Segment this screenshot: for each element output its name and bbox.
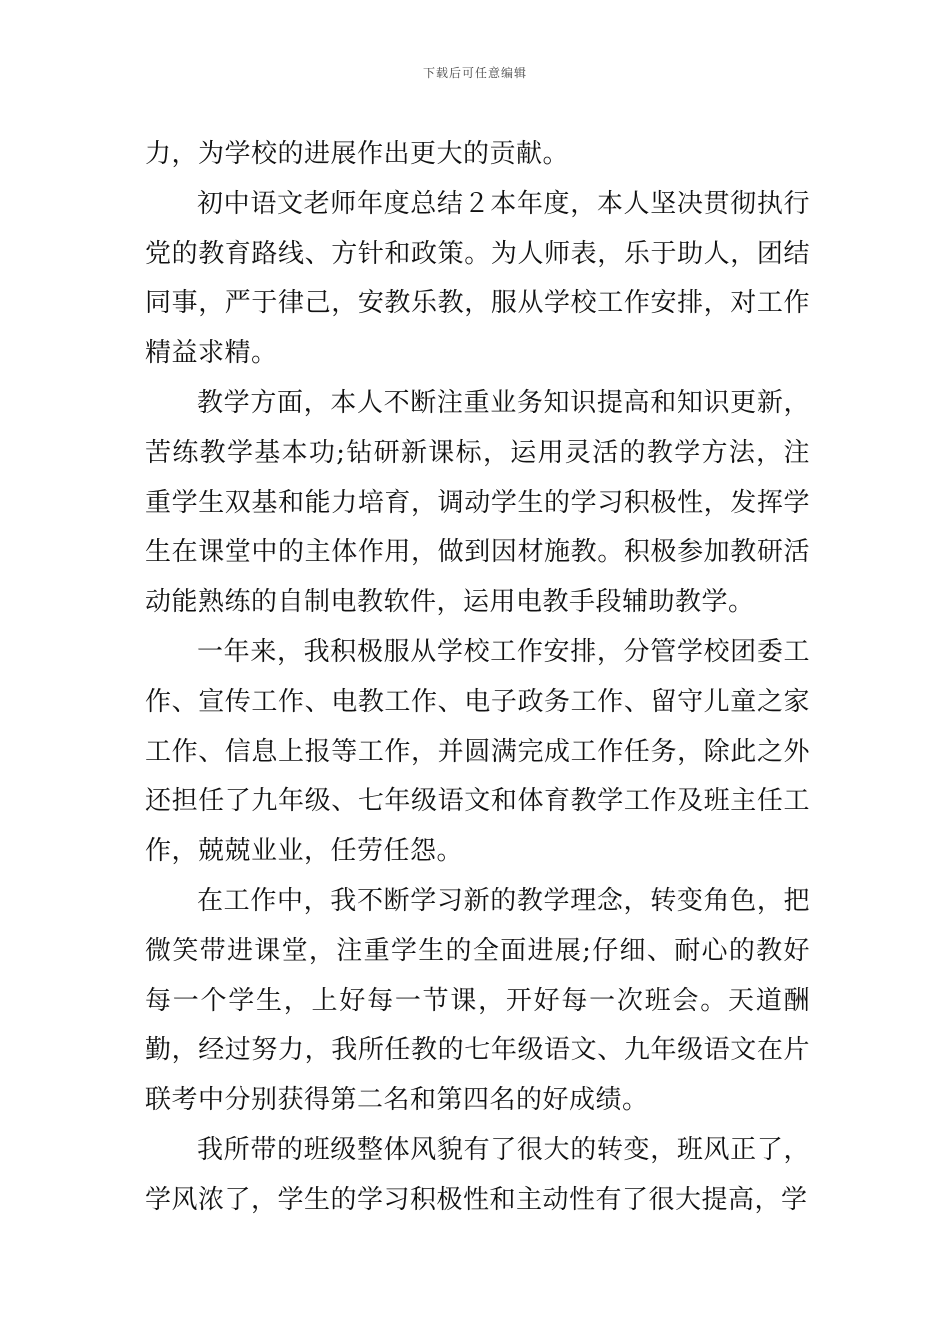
paragraph-6: 我所带的班级整体风貌有了很大的转变，班风正了，学风浓了，学生的学习积极性和主动性有了很大提高，学 (145, 1134, 810, 1215)
page-header: 下载后可任意编辑 (422, 66, 527, 80)
paragraph-4: 一年来，我积极服从学校工作安排，分管学校团委工作、宣传工作、电教工作、电子政务工作、留守儿童之家工作、信息上报等工作，并圆满完成工作任务，除此之外还担任了九年级、七年级语文和体育教学工作及班主任工作，兢兢业业，任劳任怨。 (145, 636, 810, 867)
paragraph-2: 初中语文老师年度总结２本年度，本人坚决贯彻执行党的教育路线、方针和政策。为人师表，乐于助人，团结同事，严于律己，安教乐教，服从学校工作安排，对工作精益求精。 (145, 188, 810, 369)
paragraph-1: 力，为学校的进展作出更大的贡献。 (145, 139, 570, 169)
document-body (145, 130, 810, 1226)
paragraph-5: 在工作中，我不断学习新的教学理念，转变角色，把微笑带进课堂，注重学生的全面进展;仔细、耐心的教好每一个学生，上好每一节课，开好每一次班会。天道酬勤，经过努力，我所任教的七年级语文、九年级语文在片联考中分别获得第二名和第四名的好成绩。 (145, 885, 810, 1116)
paragraph-3: 教学方面，本人不断注重业务知识提高和知识更新，苦练教学基本功;钻研新课标，运用灵活的教学方法，注重学生双基和能力培育，调动学生的学习积极性，发挥学生在课堂中的主体作用，做到因材施教。积极参加教研活动能熟练的自制电教软件，运用电教手段辅助教学。 (145, 387, 810, 618)
